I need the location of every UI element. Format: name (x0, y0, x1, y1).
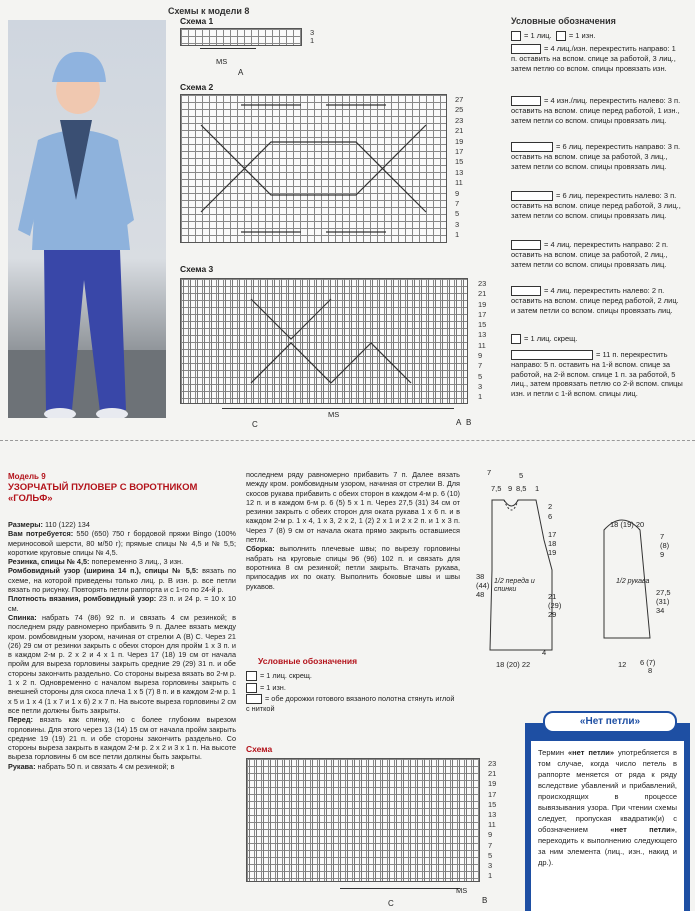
dim-label: 21 (548, 592, 557, 601)
cable-6-right-icon (511, 142, 553, 152)
legend-text: = 1 лиц. скрещ. (260, 671, 312, 680)
row-label: 13 (455, 167, 464, 177)
front-piece-label: 1/2 переда и спинки (494, 578, 535, 593)
scheme3-ms-label: MS (328, 410, 340, 419)
legend2-row (246, 682, 456, 694)
front-dim-2: 2 (548, 502, 553, 511)
row-label: 25 (455, 105, 464, 115)
section-divider (0, 440, 695, 441)
row-label: 17 (478, 309, 487, 319)
row-label: 13 (488, 810, 497, 820)
row-label: 3 (310, 28, 315, 37)
cable-4-knit-right-icon (511, 240, 541, 250)
row-label: 15 (488, 799, 497, 809)
front-bottom-dim: 18 (20) 22 (496, 660, 531, 669)
row-label: 27 (455, 95, 464, 104)
row-label: 19 (478, 299, 487, 309)
legend2-row (246, 694, 456, 713)
scheme3-cable-lines (181, 279, 467, 403)
front-armhole-dims (548, 530, 556, 557)
legend-text: = 1 лиц. (524, 31, 552, 40)
row-label: 13 (478, 330, 487, 340)
front-paragraph (8, 715, 236, 761)
legend2-title: Условные обозначения (258, 656, 358, 666)
para-text: 23 п. и 24 р. = 10 х 10 см. (8, 594, 236, 613)
knit-stitch-icon (511, 31, 521, 41)
twisted-stitch-icon (511, 334, 521, 344)
para-text: вязать как спинку, но с более глубоким вырезом горловины. Для этого через 13 (14) 15 см от начала пройм закрыть средние 19 (19) 21 п. и обе стороны закончить раздельно. Со стороны выреза закрыть в каждом 2-м р. 2 х 2 и 3 х 1 п. На высоте выреза горловины 6 см все петли должны быть закрыты. (8, 715, 236, 762)
sizes-paragraph (8, 520, 236, 529)
scheme1-row-numbers (310, 29, 314, 46)
legend-text: = 11 п. перекрестить направо: 5 п. оставить на 1-й вспом. спице за работой, на 2-й вспом. спице 1 п. за работой, 5 лиц., затем провязать петлю со 2-й вспом. спицы изн. и петли с 1-й вспом. спицы лиц. (511, 350, 683, 398)
scheme-grid (246, 758, 480, 882)
row-label: 5 (455, 209, 460, 219)
para-text: набрать 50 п. и связать 4 см резинкой; в (35, 761, 175, 771)
para-label: Резинка, спицы № 4,5: (8, 557, 90, 567)
purl-stitch-icon (556, 31, 566, 41)
legend-cable-4-left-b (511, 286, 683, 315)
sleeve-b2-dim: 8 (648, 666, 653, 675)
legend-cable-4-right-b (511, 240, 683, 269)
para-label: Сборка: (246, 544, 275, 554)
legend-text: = 1 изн. (568, 31, 596, 40)
dim-label: 38 (476, 572, 485, 581)
row-label: 9 (478, 351, 483, 361)
purl-icon (246, 683, 257, 693)
legend-text: = 4 лиц. перекрестить налево: 2 п. оставить на вспом. спице перед работой, 2 лиц. и затем петли со вспом. спицы провязать лиц. (511, 286, 679, 315)
scheme1-grid (180, 28, 302, 46)
row-label: 9 (455, 188, 460, 198)
assembly-paragraph (246, 544, 460, 590)
model-title: УЗОРЧАТЫЙ ПУЛОВЕР С ВОРОТНИКОМ «ГОЛЬФ» (8, 482, 198, 504)
model-description-left (8, 520, 236, 771)
row-label: 23 (478, 279, 487, 288)
legend-text: = 1 лиц. скрещ. (524, 334, 578, 343)
row-label: 5 (478, 371, 483, 381)
legend-cable-6-right (511, 142, 683, 171)
no-stitch-info-box (525, 716, 690, 911)
legend-text: = 4 изн./лиц. перекрестить налево: 3 п. оставить на вспом. спице перед работой, 1 изн., затем петли со вспом. спицы провязать лиц. (511, 96, 681, 125)
front-dim-1: 1 (535, 484, 540, 493)
info-term: «нет петли» (567, 748, 615, 757)
dim-label: 17 (548, 530, 557, 539)
para-label: Вам потребуется: (8, 529, 74, 539)
sleeve-piece-label: 1/2 рукава (616, 578, 650, 585)
para-text: 110 (122) 134 (42, 520, 90, 529)
front-dim-6: 6 (548, 512, 553, 521)
row-label: 7 (455, 199, 460, 209)
legend-text: = 1 изн. (260, 683, 286, 692)
rib-paragraph (8, 557, 236, 566)
legend-cable-6-left (511, 191, 683, 220)
dim-label: 7 (660, 532, 665, 541)
info-box-text (531, 741, 684, 874)
row-label: 7 (488, 840, 493, 850)
row-label: 3 (455, 219, 460, 229)
row-label: 23 (488, 759, 497, 768)
legend-text: = 6 лиц. перекрестить направо: 3 п. оставить на вспом. спице за работой, 3 лиц., затем петли со вспом. спицы провязать лиц. (511, 142, 681, 171)
para-label: Перед: (8, 715, 33, 725)
sleeves-paragraph (8, 762, 236, 771)
dim-label: 18 (548, 539, 557, 548)
row-label: 3 (488, 861, 493, 871)
scheme-title: Схема (246, 744, 273, 754)
para-label: Рукава: (8, 761, 36, 771)
info-text: Термин (538, 748, 568, 757)
para-text: попеременно 3 лиц., 3 изн. (89, 557, 184, 567)
twisted-knit-icon (246, 671, 257, 681)
sleeves-continued: последнем ряду равномерно прибавить 7 п. Далее вязать между кром. ромбовидным узором, начиная от стрелки В. Для скосов рукава прибавить с обеих сторон в каждом 4-м р. 6 (10) 12 п. и в каждом 6-м р. 6 (5) 5 х 1 п. Через 27,5 (31) 34 см от резинки закрыть с обеих сторон для оката рукава 1 х 6 п. и в каждом 2-м р. 1 х 4, 1 х 3, 2 х 2, 1 (2) 2 х 1 и 2 х 2 п. и 1 х 3 п. Через 7 (8) 9 см от начала оката прямо закрыть оставшиеся петли. (246, 470, 460, 545)
sleeve-top-dim: 18 (19) 20 (610, 520, 645, 529)
front-body-dims (548, 592, 561, 619)
dim-label: 34 (656, 606, 665, 615)
sleeve-cap-dims (660, 532, 669, 559)
legend-cable-4-right (511, 44, 683, 73)
info-box-title: «Нет петли» (543, 711, 677, 733)
model-number: Модель 9 (8, 472, 46, 481)
row-label: 5 (488, 850, 493, 860)
scheme1-a-label: A (238, 68, 244, 77)
sleeve-length-dims (656, 588, 671, 615)
scheme2-cable-lines (181, 95, 446, 242)
scheme1-ms-label: MS (216, 57, 228, 66)
materials-paragraph (8, 529, 236, 557)
dim-label: 29 (548, 610, 557, 619)
scheme3-grid (180, 278, 468, 404)
para-text: выполнить плечевые швы; по вырезу горловины набрать на круговые спицы 96 (96) 102 п. и связать для воротника 8 см резинкой; петли закрыть. Втачать рукава, припосадив их по окату. Выполнить боковые швы и швы рукавов. (246, 544, 460, 591)
legend-text: = 4 лиц./изн. перекрестить направо: 1 п. оставить на вспом. спице за работой, 3 лиц., затем петлю со вспом. спицы провязать изн. (511, 44, 676, 73)
row-label: 7 (478, 361, 483, 371)
para-text: 550 (650) 750 г бордовой пряжи Bingo (100% мериносовой шерсти, 80 м/50 г); прямые спицы № 4,5 и № 5,5; короткие круговые спицы № 4,5. (8, 529, 236, 557)
legend-text: = 4 лиц. перекрестить направо: 2 п. оставить на вспом. спице за работой, 2 лиц., затем петли со вспом. спицы провязать лиц. (511, 240, 669, 269)
cable-4-knit-left-icon (511, 286, 541, 296)
scheme1-ms-bracket (200, 48, 256, 49)
scheme1-title: Схема 1 (180, 16, 214, 26)
row-label: 21 (455, 126, 464, 136)
model-description-mid (246, 470, 460, 591)
scheme-ms-label: MS (456, 886, 468, 895)
dim-label: 19 (548, 548, 557, 557)
front-dim-7-5: 7,5 (491, 484, 502, 493)
row-label: 21 (478, 289, 487, 299)
info-term: «нет петли» (610, 825, 675, 834)
dim-label: (44) (476, 581, 490, 590)
legend2-row (246, 670, 456, 682)
scheme2-row-numbers (455, 95, 463, 241)
para-label: Размеры: (8, 520, 43, 529)
scheme-ms-bracket (340, 888, 460, 889)
dim-label: 27,5 (656, 588, 671, 597)
gauge-paragraph (8, 594, 236, 613)
scheme-row-numbers (488, 759, 496, 881)
scheme3-c-label: C (252, 420, 258, 429)
row-label: 11 (478, 340, 486, 350)
front-dim-9: 9 (508, 484, 513, 493)
para-label: Ромбовидный узор (ширина 14 п.), спицы № 5,5: (8, 566, 199, 576)
scheme3-title: Схема 3 (180, 264, 214, 274)
row-label: 15 (478, 320, 487, 330)
row-label: 17 (488, 789, 497, 799)
row-label: 23 (455, 115, 464, 125)
scheme3-row-numbers (478, 279, 486, 403)
scheme-b-label: B (482, 896, 488, 905)
diamond-pattern-paragraph (8, 566, 236, 594)
scheme3-ms-bracket (222, 408, 454, 409)
dim-label: (29) (548, 601, 562, 610)
model-photo (8, 20, 166, 418)
boy-figure-illustration (8, 20, 166, 418)
row-label: 1 (455, 230, 460, 240)
para-label: Спинка: (8, 612, 37, 622)
dim-label: (8) (660, 541, 670, 550)
legend2-items (246, 670, 456, 713)
legend-title: Условные обозначения (511, 16, 616, 26)
para-text: вязать по схеме, на которой приведены только лиц. р. В изн. р. все петли вязать по рисунку. Повторять петли раппорта и с 1-го по 24-й р. (8, 566, 237, 595)
dim-label: 7 (487, 468, 492, 477)
pattern-pieces-diagram (472, 470, 694, 680)
front-total-dims (476, 572, 489, 599)
scheme2-title: Схема 2 (180, 82, 214, 92)
row-label: 21 (488, 769, 497, 779)
schemes-title: Схемы к модели 8 (168, 6, 250, 16)
scheme3-a-label: A (456, 418, 462, 427)
row-label: 17 (455, 147, 464, 157)
back-paragraph (8, 613, 236, 715)
dim-label: 48 (476, 590, 485, 599)
row-label: 11 (488, 820, 496, 830)
row-label: 3 (478, 381, 483, 391)
row-label: 1 (310, 36, 315, 46)
legend-twisted (511, 334, 683, 344)
cable-6-left-icon (511, 191, 553, 201)
front-dim-8-5: 8,5 (516, 484, 527, 493)
row-label: 11 (455, 178, 463, 188)
scheme3-b-label: B (466, 418, 472, 427)
legend-cable-4-left (511, 96, 683, 125)
info-text: , переходить к выполнению следующего за ним элемента (лиц., изн., накид и др.). (538, 825, 677, 867)
info-text: употребляется в том случае, когда число петель в раппорте меняется от ряда к ряду вследствие убавлений и прибавлений, происходящих в процессе вывязывания узора. При чтении схемы следует, пропуская квадратик(и) с обозначением (538, 748, 677, 834)
row-label: 15 (455, 157, 464, 167)
row-label: 19 (488, 779, 497, 789)
dim-label: (31) (656, 597, 670, 606)
row-label: 1 (488, 871, 493, 881)
gather-icon (246, 694, 262, 704)
scheme2-grid (180, 94, 447, 243)
front-dim-5: 5 (519, 471, 524, 480)
sleeve-bottom-dim: 12 (618, 660, 627, 669)
info-box-body (531, 741, 684, 911)
front-top-dimensions (487, 468, 491, 477)
front-b-dim: 4 (542, 648, 547, 657)
legend-cable-11 (511, 350, 683, 398)
row-label: 9 (488, 830, 493, 840)
sleeve-b-dim: 6 (7) (640, 658, 656, 667)
cable-4-left-icon (511, 96, 541, 106)
scheme-c-label: C (388, 899, 394, 908)
cable-4-right-icon (511, 44, 541, 54)
legend-text: = 6 лиц. перекрестить налево: 3 п. оставить на вспом. спице перед работой, 3 лиц., затем петли со вспом. спицы провязать лиц. (511, 191, 681, 220)
legend-text: = обе дорожки готового вязаного полотна стянуть иглой с ниткой (246, 694, 455, 714)
para-text: набрать 74 (86) 92 п. и связать 4 см резинкой; в последнем ряду равномерно прибавить 9 п. Далее вязать между кром. ромбовидным узором, начиная от стрелки А (В) С. Через 21 (26) 29 см от резинки закрыть с обеих сторон для пройм 1 х 3 п. и в каждом 2-м р. 2 х 2 и 4 х 1 п. Через 17 (18) 19 см от начала пройм для вырезa горловины закрыть средние 29 (29) 31 п. и обе стороны закончить раздельно. Со стороны выреза вязать во 2-м р. 1 х 2 п. Одновременно с началом выреза горловины закрыть с внешней стороны для скоса плеча 1 х 5 (7) 8 п. и в каждом 2-м р. 1 х 5 и 1 х 4 (1 х 7 и 1 х 6) 2 х 7 п. На высоте выреза горловины 2 см все петли должны быть закрыты. (8, 612, 236, 715)
row-label: 19 (455, 136, 464, 146)
row-label: 1 (478, 392, 483, 402)
legend-basic (511, 31, 683, 41)
para-label: Плотность вязания, ромбовидный узор: (8, 594, 157, 604)
dim-label: 9 (660, 550, 665, 559)
cable-11-right-icon (511, 350, 593, 360)
